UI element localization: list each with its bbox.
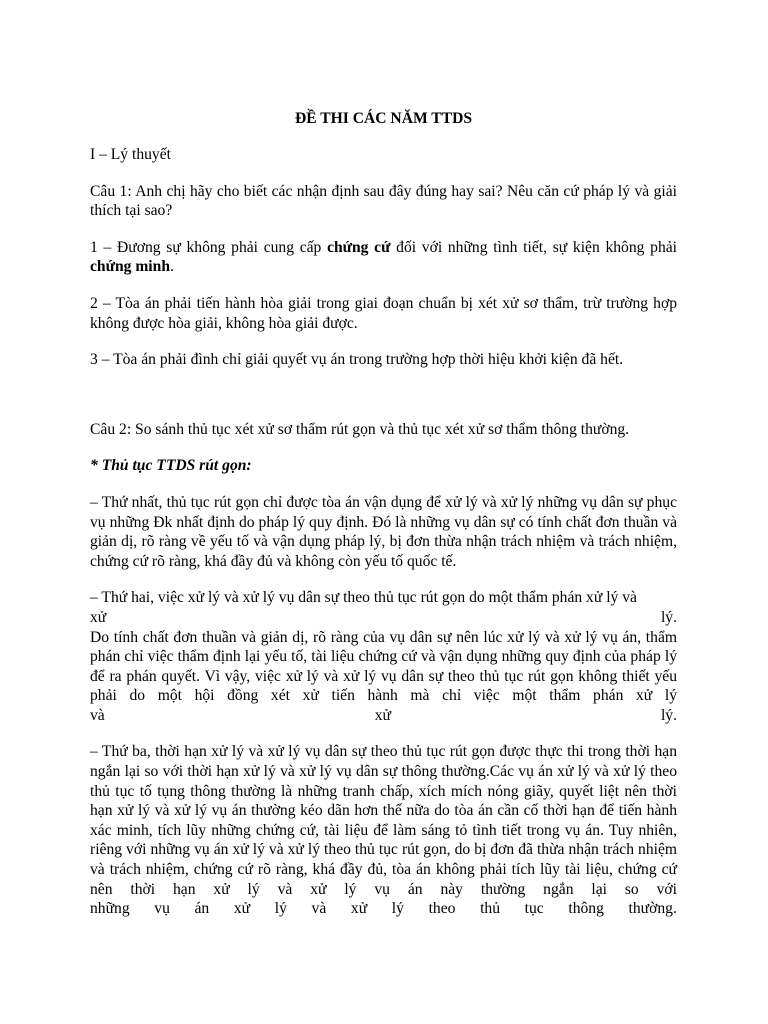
paragraph-third-last-word: vụ (154, 900, 170, 918)
paragraph-second-last-word-1: và (90, 706, 105, 724)
paragraph-third-last-word: thủ (480, 900, 501, 918)
paragraph-second-word-ly: lý. (660, 608, 677, 626)
paragraph-third-last-word: xử (233, 900, 251, 918)
statement-2: 2 – Tòa án phải tiến hành hòa giải trong giai đoạn chuẩn bị xét xử sơ thẩm, trừ trường hợp không được hòa giải, không hòa giải được. (90, 294, 677, 332)
paragraph-third-last-word: lý (391, 900, 404, 918)
paragraph-third-last-word: và (311, 900, 327, 918)
statement-3: 3 – Tòa án phải đình chỉ giải quyết vụ án trong trường hợp thời hiệu khởi kiện đã hết. (90, 351, 624, 369)
question-1: Câu 1: Anh chị hãy cho biết các nhận định sau đây đúng hay sai? Nêu căn cứ pháp lý và giải thích tại sao? (90, 182, 677, 220)
paragraph-third-last-word: xử (350, 900, 368, 918)
document-page (90, 109, 677, 936)
paragraph-second-last-line (90, 706, 677, 726)
paragraph-second-body: Do tính chất đơn thuần và giản dị, rõ ràng của vụ dân sự nên lúc xử lý và xử lý vụ án, thẩm phán chỉ việc thẩm định lại yếu tố, tài liệu chứng cứ và vận dụng những quy định của pháp lý để ra phán quyết. Vì vậy, việc xử lý và xử lý vụ dân sự theo thủ tục rút gọn không thiết yếu phải do một hội đồng xét xử tiến hành mà chỉ việc một thẩm phán xử lý (90, 628, 677, 705)
paragraph-third-last-word: tục (524, 900, 544, 918)
paragraph-third-last-word: thường. (628, 900, 677, 918)
subheading-summary-procedure: * Thủ tục TTDS rút gọn: (90, 457, 252, 475)
paragraph-third-last-word: lý (274, 900, 287, 918)
paragraph-second-last-word-3: lý. (660, 706, 677, 724)
paragraph-second-last-word-2: xử (374, 706, 391, 724)
paragraph-third (90, 742, 677, 918)
blank-gap (90, 387, 677, 420)
statement-1-part-e: . (170, 258, 174, 276)
paragraph-second-line-2 (90, 608, 677, 628)
statement-1-bold-evidence: chứng cứ (327, 238, 391, 256)
statement-1-part-a: 1 – Đương sự không phải cung cấp (90, 238, 328, 256)
statement-1-bold-prove: chứng minh (90, 258, 170, 276)
question-2: Câu 2: So sánh thủ tục xét xử sơ thẩm rút gọn và thủ tục xét xử sơ thẩm thông thường. (90, 420, 630, 438)
statement-1 (90, 238, 677, 277)
paragraph-second-word-xu: xử (90, 608, 107, 626)
paragraph-third-body: – Thứ ba, thời hạn xử lý và xử lý vụ dân sự theo thủ tục rút gọn được thực thi trong thời hạn ngắn lại so với thời hạn xử lý và xử lý vụ dân sự thông thường.Các vụ án xử lý và xử lý theo thủ tục tố tụng thông thường là những tranh chấp, xích mích nóng giãy, quyết liệt nên thời hạn xử lý và xử lý vụ án thường kéo dãn hơn thế nữa do tòa án cần cố thời hạn để tiến hành xác minh, tích lũy những chứng cứ, tài liệu để làm sáng tỏ tình tiết trong vụ án. Tuy nhiên, riêng với những vụ án xử lý và xử lý theo thủ tục rút gọn, do bị đơn đã thừa nhận trách nhiệm và trách nhiệm, chứng cứ rõ ràng, khá đầy đủ, tòa án không phải tích lũy tài liệu, chứng cứ nên thời hạn xử lý và xử lý vụ án này thường ngắn lại so với (90, 743, 677, 898)
paragraph-first: – Thứ nhất, thủ tục rút gọn chỉ được tòa án vận dụng để xử lý và xử lý những vụ dân sự phục vụ những Đk nhất định do pháp lý quy định. Đó là những vụ dân sự có tính chất đơn thuần và giản dị, rõ ràng về yếu tố và vận dụng pháp lý, bị đơn thừa nhận trách nhiệm và trách nhiệm, chứng cứ rõ ràng, khá đầy đủ và không còn yếu tố quốc tế. (90, 493, 677, 570)
paragraph-second-line-1-text: – Thứ hai, việc xử lý và xử lý vụ dân sự theo thủ tục rút gọn do một thẩm phán xử lý và (90, 589, 637, 607)
paragraph-second (90, 588, 677, 725)
paragraph-third-last-word: án (194, 900, 210, 918)
paragraph-third-last-line (90, 899, 677, 919)
paragraph-second-line-1 (90, 588, 677, 608)
statement-1-part-c: đối với những tình tiết, sự kiện không phải (390, 238, 677, 256)
document-title: ĐỀ THI CÁC NĂM TTDS (294, 110, 473, 127)
paragraph-third-last-word: thông (568, 900, 604, 918)
paragraph-third-last-word: theo (428, 900, 456, 918)
paragraph-third-last-word: những (90, 900, 130, 918)
section-heading: I – Lý thuyết (90, 146, 171, 163)
